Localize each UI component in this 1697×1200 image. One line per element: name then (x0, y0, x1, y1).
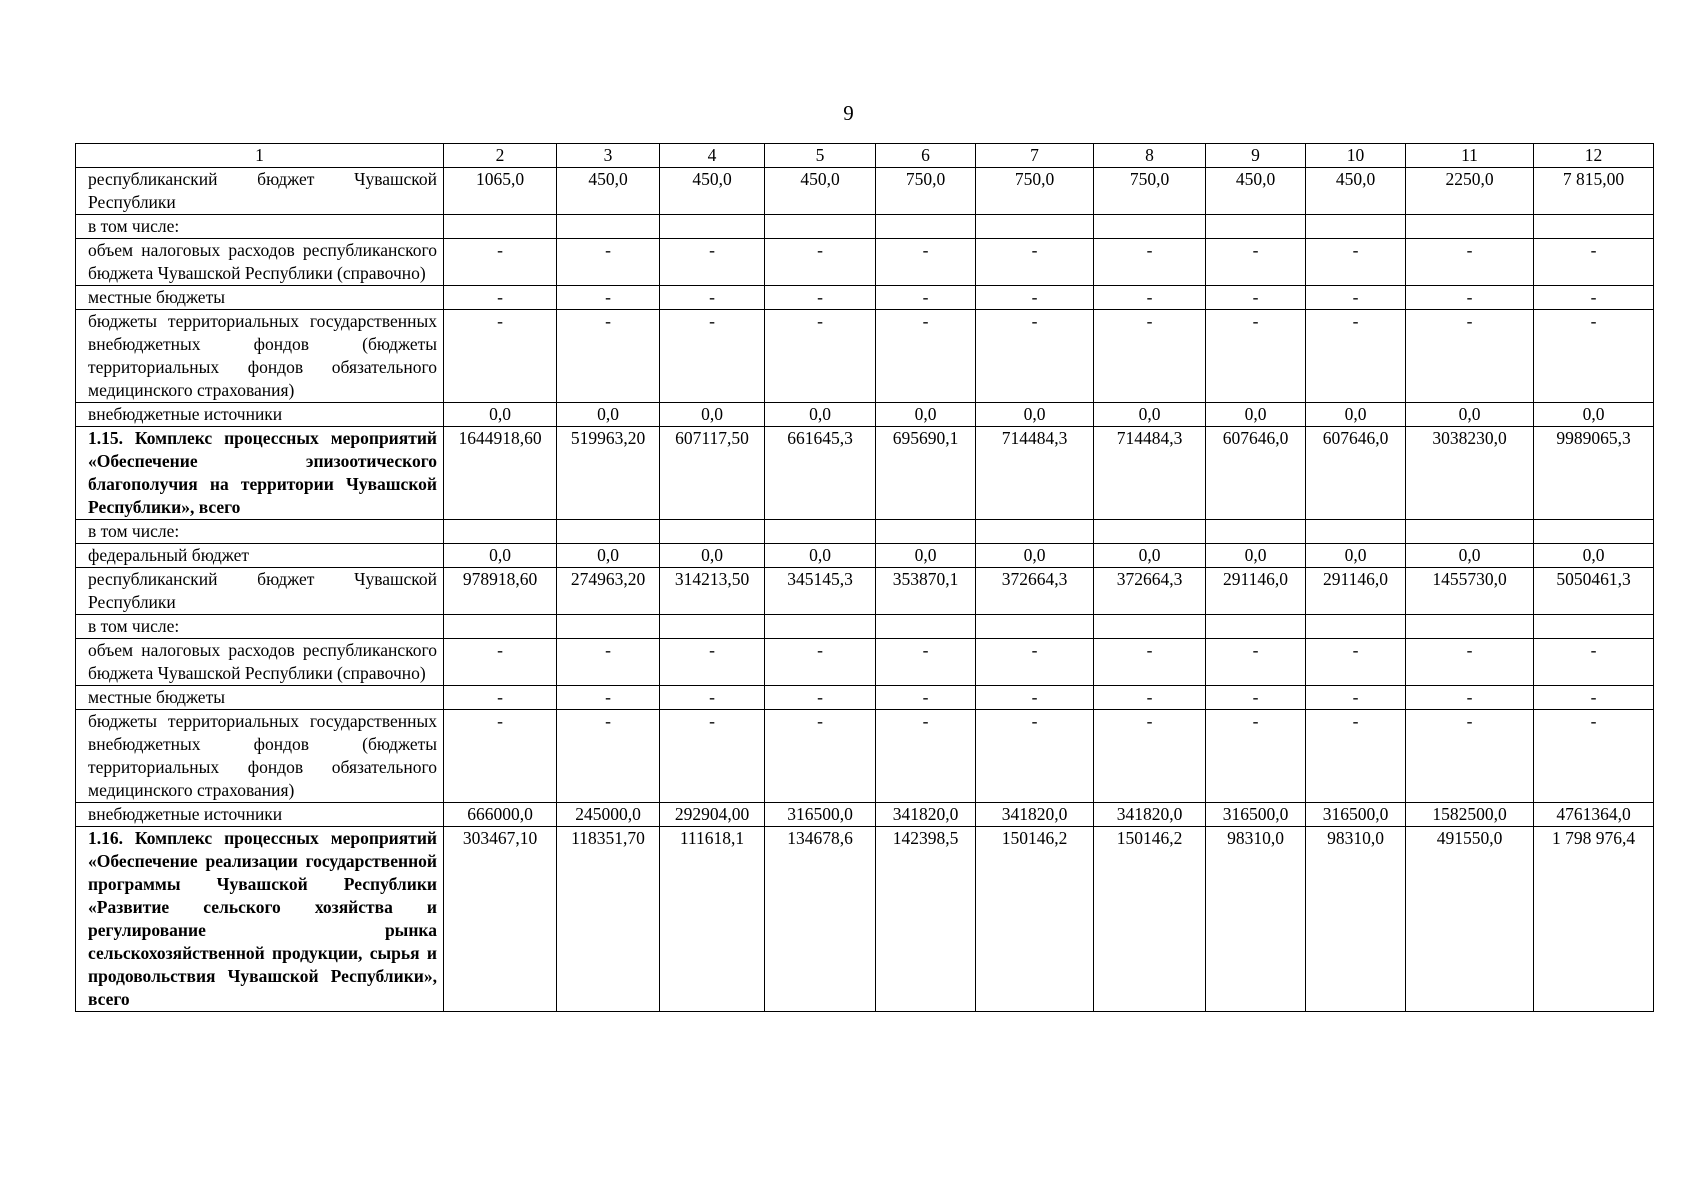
value-cell (1306, 520, 1406, 544)
row-label: местные бюджеты (76, 686, 444, 710)
value-cell: - (1534, 286, 1654, 310)
row-label: бюджеты территориальных государственных внебюджетных фондов (бюджеты территориальных фондов обязательного медицинского страхования) (76, 310, 444, 403)
table-row (76, 286, 1654, 310)
row-label: республиканский бюджет Чувашской Республики (76, 568, 444, 615)
row-label: в том числе: (76, 215, 444, 239)
value-cell: - (876, 310, 976, 403)
table-row (76, 803, 1654, 827)
value-cell: 0,0 (765, 544, 876, 568)
table-row (76, 427, 1654, 520)
row-label: бюджеты территориальных государственных внебюджетных фондов (бюджеты территориальных фондов обязательного медицинского страхования) (76, 710, 444, 803)
value-cell: 4761364,0 (1534, 803, 1654, 827)
column-header: 9 (1206, 144, 1306, 168)
column-header: 11 (1406, 144, 1534, 168)
value-cell: 607117,50 (660, 427, 765, 520)
value-cell: 98310,0 (1306, 827, 1406, 1012)
value-cell: - (765, 639, 876, 686)
value-cell: 661645,3 (765, 427, 876, 520)
row-label: 1.16. Комплекс процессных мероприятий «Обеспечение реализации государственной программы Чувашской Республики «Развитие сельского хозяйства и регулирование рынка сельскохозяйственной продукции, сырья и продовольствия Чувашской Республики», всего (76, 827, 444, 1012)
value-cell: - (1206, 639, 1306, 686)
value-cell: 0,0 (1094, 544, 1206, 568)
value-cell: 316500,0 (1306, 803, 1406, 827)
value-cell: - (660, 639, 765, 686)
value-cell: 134678,6 (765, 827, 876, 1012)
value-cell: - (557, 286, 660, 310)
value-cell (976, 615, 1094, 639)
value-cell: 353870,1 (876, 568, 976, 615)
table-row (76, 168, 1654, 215)
value-cell: - (444, 686, 557, 710)
value-cell: 303467,10 (444, 827, 557, 1012)
table-row (76, 239, 1654, 286)
value-cell (1406, 215, 1534, 239)
value-cell: - (1094, 710, 1206, 803)
value-cell: 292904,00 (660, 803, 765, 827)
value-cell: - (1406, 686, 1534, 710)
value-cell: 291146,0 (1306, 568, 1406, 615)
column-header: 8 (1094, 144, 1206, 168)
value-cell: 0,0 (765, 403, 876, 427)
value-cell: 118351,70 (557, 827, 660, 1012)
value-cell: 98310,0 (1206, 827, 1306, 1012)
value-cell: - (557, 310, 660, 403)
value-cell: 695690,1 (876, 427, 976, 520)
table-row (76, 403, 1654, 427)
value-cell: 0,0 (876, 544, 976, 568)
table-row (76, 827, 1654, 1012)
table-row (76, 710, 1654, 803)
value-cell (876, 520, 976, 544)
table-body (76, 144, 1654, 1012)
column-header: 2 (444, 144, 557, 168)
value-cell (557, 520, 660, 544)
value-cell: - (1306, 239, 1406, 286)
column-header: 12 (1534, 144, 1654, 168)
value-cell: - (1306, 710, 1406, 803)
value-cell: - (1534, 310, 1654, 403)
value-cell: 519963,20 (557, 427, 660, 520)
value-cell (660, 615, 765, 639)
value-cell: - (876, 286, 976, 310)
value-cell: - (1406, 286, 1534, 310)
row-label: внебюджетные источники (76, 803, 444, 827)
value-cell (1094, 615, 1206, 639)
value-cell: - (1094, 286, 1206, 310)
value-cell: - (976, 310, 1094, 403)
value-cell: 1582500,0 (1406, 803, 1534, 827)
row-label: внебюджетные источники (76, 403, 444, 427)
value-cell (1094, 520, 1206, 544)
value-cell: 372664,3 (976, 568, 1094, 615)
value-cell: 714484,3 (1094, 427, 1206, 520)
table-row (76, 568, 1654, 615)
value-cell: 9989065,3 (1534, 427, 1654, 520)
value-cell: - (1306, 286, 1406, 310)
value-cell: - (976, 286, 1094, 310)
value-cell: 0,0 (976, 403, 1094, 427)
value-cell: 0,0 (660, 403, 765, 427)
value-cell: - (876, 239, 976, 286)
value-cell: 666000,0 (444, 803, 557, 827)
value-cell (976, 520, 1094, 544)
column-header: 7 (976, 144, 1094, 168)
value-cell (765, 520, 876, 544)
value-cell: 0,0 (557, 403, 660, 427)
value-cell: - (660, 686, 765, 710)
value-cell: 150146,2 (976, 827, 1094, 1012)
row-label: местные бюджеты (76, 286, 444, 310)
value-cell: 0,0 (557, 544, 660, 568)
value-cell: 450,0 (1206, 168, 1306, 215)
value-cell (444, 520, 557, 544)
value-cell: - (765, 686, 876, 710)
table-row (76, 215, 1654, 239)
value-cell: - (1206, 686, 1306, 710)
value-cell: 1644918,60 (444, 427, 557, 520)
value-cell: 314213,50 (660, 568, 765, 615)
value-cell (660, 520, 765, 544)
value-cell: 1455730,0 (1406, 568, 1534, 615)
value-cell (1306, 615, 1406, 639)
value-cell: - (444, 639, 557, 686)
value-cell: - (876, 686, 976, 710)
value-cell: 0,0 (1306, 403, 1406, 427)
value-cell: 450,0 (557, 168, 660, 215)
value-cell (876, 215, 976, 239)
value-cell: 607646,0 (1306, 427, 1406, 520)
value-cell (1406, 520, 1534, 544)
value-cell: - (765, 286, 876, 310)
value-cell: 450,0 (660, 168, 765, 215)
value-cell: 2250,0 (1406, 168, 1534, 215)
value-cell: - (976, 639, 1094, 686)
value-cell: 978918,60 (444, 568, 557, 615)
row-label: в том числе: (76, 615, 444, 639)
value-cell: 150146,2 (1094, 827, 1206, 1012)
value-cell: - (976, 686, 1094, 710)
value-cell (557, 615, 660, 639)
value-cell: 0,0 (444, 544, 557, 568)
column-header: 10 (1306, 144, 1406, 168)
value-cell: 0,0 (1306, 544, 1406, 568)
value-cell (1206, 520, 1306, 544)
value-cell: - (557, 710, 660, 803)
value-cell: 291146,0 (1206, 568, 1306, 615)
column-header: 3 (557, 144, 660, 168)
value-cell: - (1306, 310, 1406, 403)
value-cell: 7 815,00 (1534, 168, 1654, 215)
value-cell: - (1094, 639, 1206, 686)
row-label: в том числе: (76, 520, 444, 544)
value-cell: 274963,20 (557, 568, 660, 615)
value-cell: 607646,0 (1206, 427, 1306, 520)
value-cell: 341820,0 (876, 803, 976, 827)
value-cell: 750,0 (1094, 168, 1206, 215)
value-cell: - (1534, 239, 1654, 286)
value-cell: - (444, 310, 557, 403)
value-cell: - (444, 710, 557, 803)
value-cell: - (660, 286, 765, 310)
value-cell: 341820,0 (976, 803, 1094, 827)
table-row (76, 615, 1654, 639)
value-cell: 0,0 (1406, 544, 1534, 568)
value-cell: 450,0 (1306, 168, 1406, 215)
value-cell: - (1206, 239, 1306, 286)
value-cell: 0,0 (1534, 544, 1654, 568)
value-cell: 0,0 (876, 403, 976, 427)
value-cell: - (1406, 239, 1534, 286)
value-cell: - (1206, 310, 1306, 403)
row-label: объем налоговых расходов республиканского бюджета Чувашской Республики (справочно) (76, 639, 444, 686)
value-cell: - (1094, 310, 1206, 403)
value-cell: 245000,0 (557, 803, 660, 827)
value-cell: 111618,1 (660, 827, 765, 1012)
value-cell: - (557, 639, 660, 686)
value-cell: 0,0 (444, 403, 557, 427)
value-cell: 316500,0 (765, 803, 876, 827)
column-header: 4 (660, 144, 765, 168)
value-cell: 3038230,0 (1406, 427, 1534, 520)
value-cell: 491550,0 (1406, 827, 1534, 1012)
value-cell (444, 615, 557, 639)
value-cell: - (1206, 286, 1306, 310)
header-row (76, 144, 1654, 168)
budget-table (75, 143, 1654, 1012)
table-row (76, 520, 1654, 544)
row-label: федеральный бюджет (76, 544, 444, 568)
row-label: республиканский бюджет Чувашской Республики (76, 168, 444, 215)
value-cell: 5050461,3 (1534, 568, 1654, 615)
value-cell: - (444, 239, 557, 286)
value-cell: 450,0 (765, 168, 876, 215)
value-cell (1534, 215, 1654, 239)
column-header: 6 (876, 144, 976, 168)
table-row (76, 686, 1654, 710)
value-cell: - (1406, 310, 1534, 403)
value-cell: 0,0 (660, 544, 765, 568)
value-cell: - (557, 686, 660, 710)
value-cell: - (444, 286, 557, 310)
value-cell: - (1094, 239, 1206, 286)
value-cell: - (765, 710, 876, 803)
value-cell: 0,0 (1206, 544, 1306, 568)
value-cell: - (660, 239, 765, 286)
value-cell: - (765, 310, 876, 403)
value-cell: - (876, 710, 976, 803)
value-cell: 345145,3 (765, 568, 876, 615)
value-cell: - (1534, 710, 1654, 803)
value-cell: - (1534, 686, 1654, 710)
value-cell: 0,0 (1406, 403, 1534, 427)
value-cell: - (1094, 686, 1206, 710)
value-cell: 1 798 976,4 (1534, 827, 1654, 1012)
table-row (76, 310, 1654, 403)
value-cell: 750,0 (876, 168, 976, 215)
value-cell: - (765, 239, 876, 286)
value-cell: - (1534, 639, 1654, 686)
value-cell: 372664,3 (1094, 568, 1206, 615)
value-cell (1206, 215, 1306, 239)
page-number: 9 (843, 101, 854, 125)
value-cell: 0,0 (1534, 403, 1654, 427)
value-cell: 750,0 (976, 168, 1094, 215)
row-label: объем налоговых расходов республиканского бюджета Чувашской Республики (справочно) (76, 239, 444, 286)
column-header: 5 (765, 144, 876, 168)
value-cell (765, 615, 876, 639)
value-cell: 0,0 (976, 544, 1094, 568)
value-cell (1306, 215, 1406, 239)
value-cell (765, 215, 876, 239)
value-cell: 1065,0 (444, 168, 557, 215)
value-cell: 142398,5 (876, 827, 976, 1012)
value-cell: 0,0 (1094, 403, 1206, 427)
value-cell: 316500,0 (1206, 803, 1306, 827)
value-cell (1094, 215, 1206, 239)
value-cell: - (876, 639, 976, 686)
value-cell (876, 615, 976, 639)
value-cell: - (1406, 639, 1534, 686)
value-cell: 0,0 (1206, 403, 1306, 427)
value-cell (1206, 615, 1306, 639)
column-header: 1 (76, 144, 444, 168)
value-cell (660, 215, 765, 239)
value-cell (444, 215, 557, 239)
value-cell: - (1206, 710, 1306, 803)
value-cell: - (1406, 710, 1534, 803)
value-cell (557, 215, 660, 239)
value-cell: - (1306, 639, 1406, 686)
table-row (76, 639, 1654, 686)
table-row (76, 544, 1654, 568)
row-label: 1.15. Комплекс процессных мероприятий «Обеспечение эпизоотического благополучия на территории Чувашской Республики», всего (76, 427, 444, 520)
value-cell: - (1306, 686, 1406, 710)
value-cell: - (660, 310, 765, 403)
value-cell: - (660, 710, 765, 803)
value-cell: - (557, 239, 660, 286)
value-cell (1406, 615, 1534, 639)
value-cell: - (976, 239, 1094, 286)
value-cell (976, 215, 1094, 239)
value-cell (1534, 615, 1654, 639)
value-cell: - (976, 710, 1094, 803)
value-cell (1534, 520, 1654, 544)
value-cell: 714484,3 (976, 427, 1094, 520)
value-cell: 341820,0 (1094, 803, 1206, 827)
